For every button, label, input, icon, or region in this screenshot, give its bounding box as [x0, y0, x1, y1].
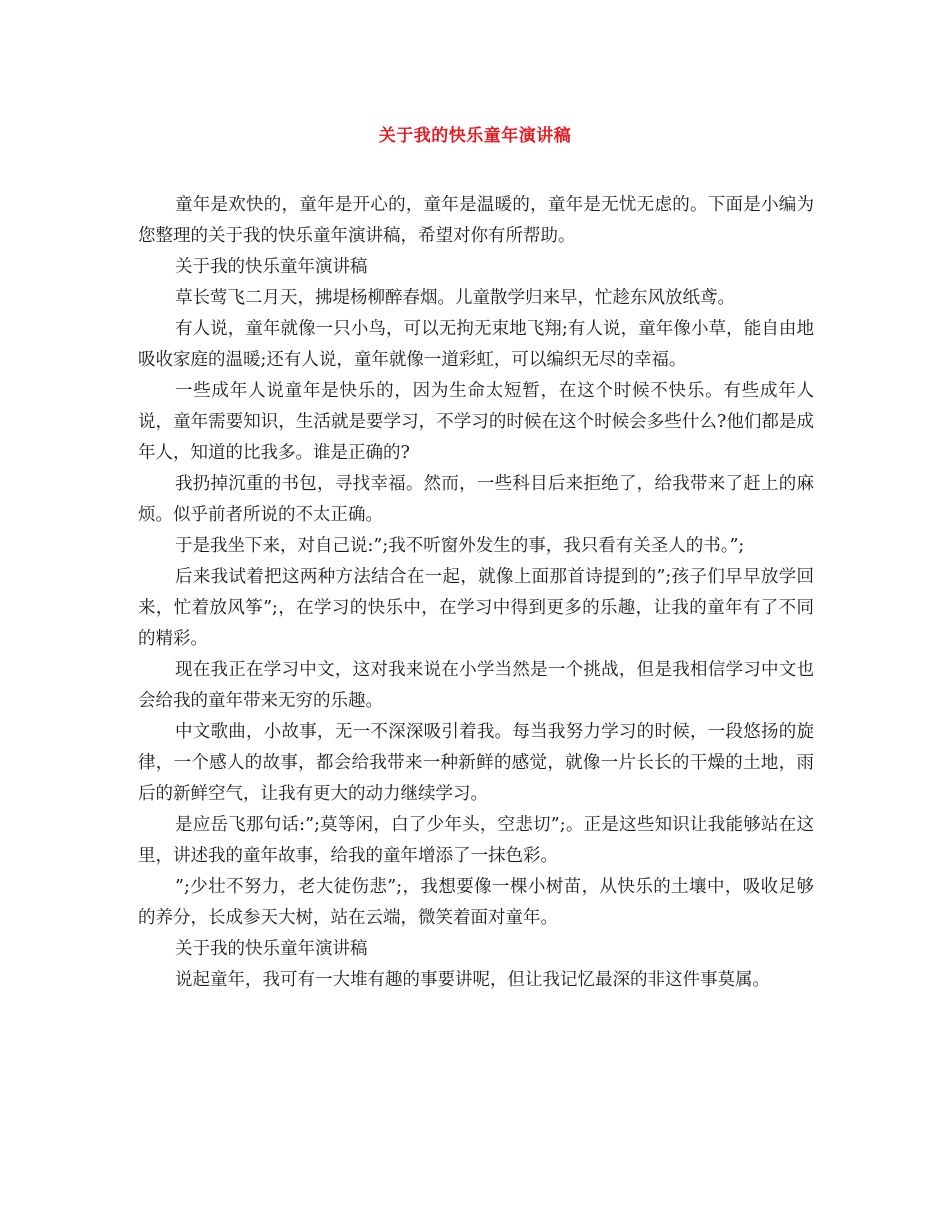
paragraph: 一些成年人说童年是快乐的，因为生命太短暂，在这个时候不快乐。有些成年人说，童年需要知识，生活就是要学习，不学习的时候在这个时候会多些什么?他们都是成年人，知道的比我多。谁是正确的? [138, 381, 814, 463]
paragraph-poem: 草长莺飞二月天，拂堤杨柳醉春烟。儿童散学归来早，忙趁东风放纸鸢。 [175, 288, 735, 308]
paragraph: 我扔掉沉重的书包，寻找幸福。然而，一些科目后来拒绝了，给我带来了赶上的麻烦。似乎前者所说的不太正确。 [138, 474, 814, 525]
paragraph: 中文歌曲，小故事，无一不深深吸引着我。每当我努力学习的时候，一段悠扬的旋律，一个感人的故事，都会给我带来一种新鲜的感觉，就像一片长长的干燥的土地，雨后的新鲜空气，让我有更大的动力继续学习。 [138, 722, 814, 804]
paragraph: 后来我试着把这两种方法结合在一起，就像上面那首诗提到的”;孩子们早早放学回来，忙着放风筝”;，在学习的快乐中，在学习中得到更多的乐趣，让我的童年有了不同的精彩。 [138, 567, 814, 649]
paragraph: ”;少壮不努力，老大徒伤悲”;，我想要像一棵小树苗，从快乐的土壤中，吸收足够的养分，长成参天大树，站在云端，微笑着面对童年。 [138, 877, 814, 928]
paragraph: 于是我坐下来，对自己说:”;我不听窗外发生的事，我只看有关圣人的书。”; [175, 536, 745, 556]
paragraph: 说起童年，我可有一大堆有趣的事要讲呢，但让我记忆最深的非这件事莫属。 [175, 970, 770, 990]
paragraph: 是应岳飞那句话:”;莫等闲，白了少年头，空悲切”;。正是这些知识让我能够站在这里，讲述我的童年故事，给我的童年增添了一抹色彩。 [138, 815, 814, 866]
document-body [138, 190, 814, 996]
paragraph-subheading: 关于我的快乐童年演讲稿 [175, 257, 368, 277]
paragraph-intro: 童年是欢快的，童年是开心的，童年是温暖的，童年是无忧无虑的。下面是小编为您整理的关于我的快乐童年演讲稿，希望对你有所帮助。 [138, 195, 814, 246]
document-title: 关于我的快乐童年演讲稿 [378, 126, 572, 146]
paragraph: 现在我正在学习中文，这对我来说在小学当然是一个挑战，但是我相信学习中文也会给我的童年带来无穷的乐趣。 [138, 660, 814, 711]
paragraph: 有人说，童年就像一只小鸟，可以无拘无束地飞翔;有人说，童年像小草，能自由地吸收家庭的温暖;还有人说，童年就像一道彩虹，可以编织无尽的幸福。 [138, 319, 814, 370]
paragraph-subheading: 关于我的快乐童年演讲稿 [175, 939, 368, 959]
